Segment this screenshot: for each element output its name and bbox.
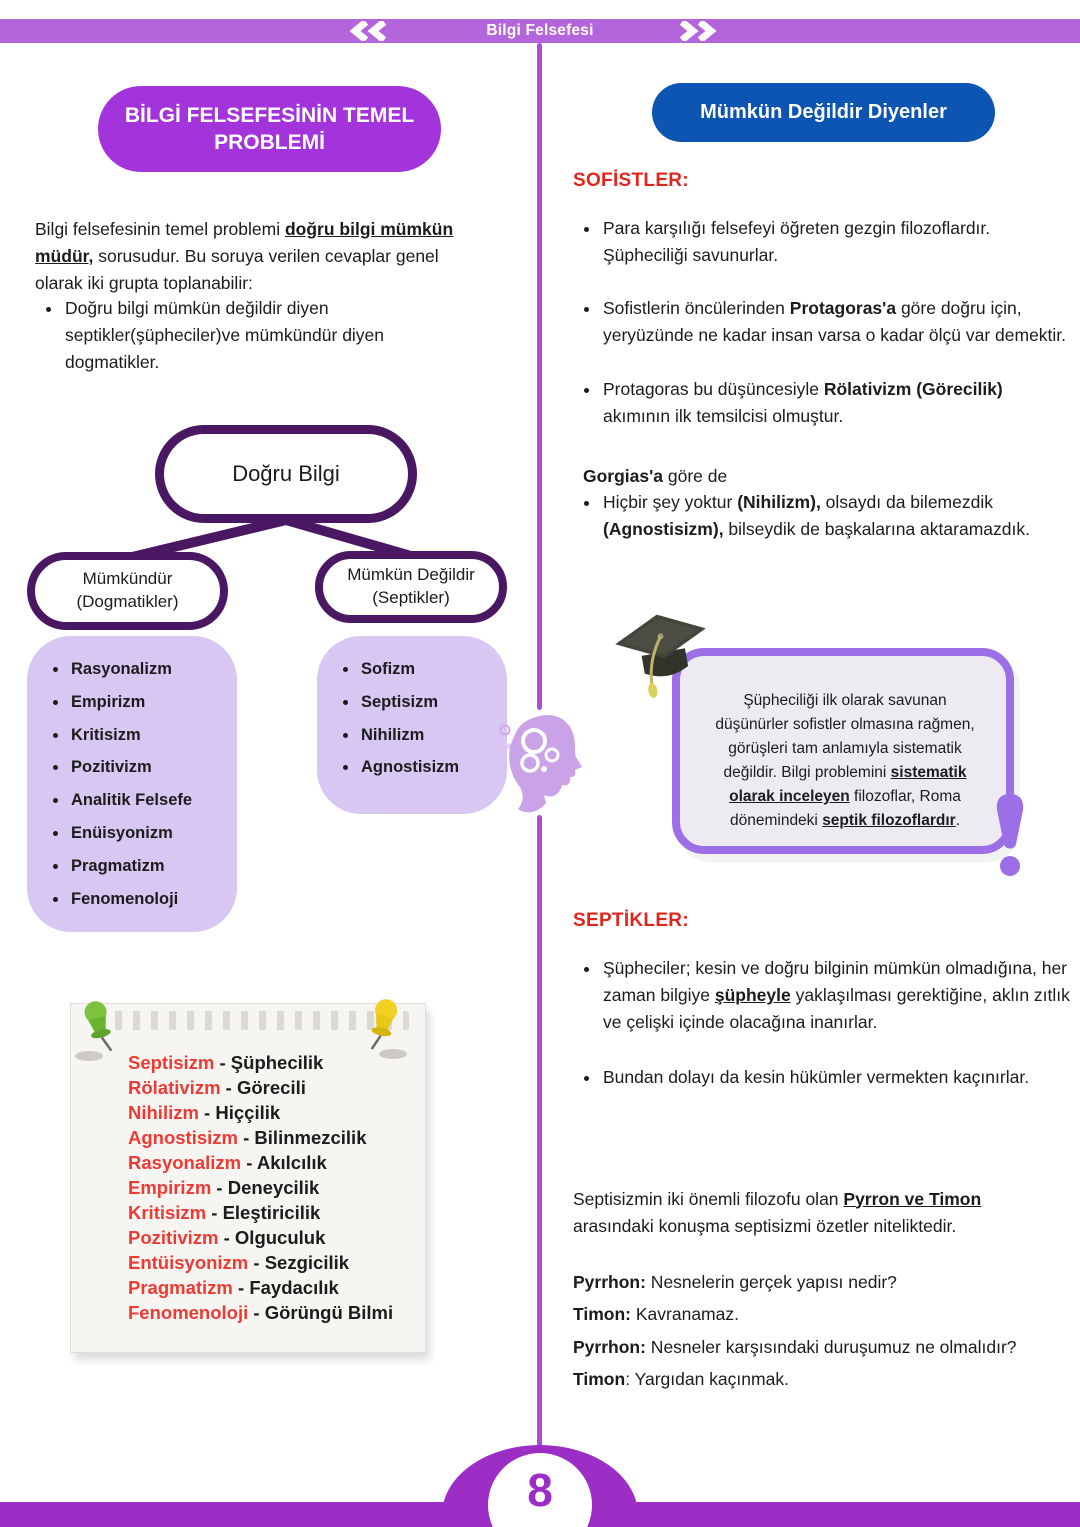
yellow-pushpin-icon (356, 994, 410, 1062)
node-subtitle: (Dogmatikler) (76, 592, 179, 611)
bullet-item: • Protagoras bu düşüncesiyle Rölativizm (Görecilik) akımının ilk temsilcisi olmuştur. (601, 376, 1073, 430)
dialogue-line: Timon: Yargıdan kaçınmak. (573, 1369, 789, 1390)
list-item: • Sofizm (359, 660, 497, 680)
info-callout-box (672, 648, 1014, 854)
list-item: • Nihilizm (359, 726, 497, 746)
chevrons-left-icon (346, 21, 402, 41)
vocab-line: Pragmatizm - Faydacılık (128, 1277, 339, 1298)
list-item: • Septisizm (359, 693, 497, 713)
vocab-line: Empirizm - Deneycilik (128, 1177, 320, 1198)
sofistler-bullet-list (573, 215, 1073, 456)
pyrron-timon-paragraph: Septisizmin iki önemli filozofu olan Pyrron ve Timon arasındaki konuşma septisizmi özetler niteliktedir. (573, 1188, 982, 1236)
vocab-line: Agnostisizm - Bilinmezcilik (128, 1127, 367, 1148)
diagram-root-node: Doğru Bilgi (155, 425, 417, 523)
intro-bullet-item: • Doğru bilgi mümkün değildir diyen septikler(şüpheciler)ve mümkündür diyen dogmatikler. (63, 295, 483, 376)
page-topic-title: Bilgi Felsefesi (486, 22, 594, 39)
vocab-line: Septisizm - Şüphecilik (128, 1052, 324, 1073)
vocab-line: Rölativizm - Görecili (128, 1077, 306, 1098)
node-title: Mümkün Değildir (347, 565, 475, 585)
callout-text: Şüpheciliği ilk olarak savunan düşünürler sofistler olmasına rağmen, görüşleri tam anlamıyla sistematik değildir. Bilgi problemini sistematik olarak inceleyen filozoflar, Roma dönemindeki septik filozoflardır. (715, 692, 975, 830)
list-item: • Rasyonalizm (69, 660, 227, 680)
bullet-item: • Şüpheciler; kesin ve doğru bilginin mümkün olmadığına, her zaman bilgiye şüpheyle yaklaşılması gerektiğine, aklın zıtlık ve çelişki içinde olacağına inanırlar. (601, 955, 1073, 1036)
page-footer (0, 1420, 1080, 1527)
node-title: Mümkündür (82, 569, 173, 589)
chevrons-right-icon (664, 21, 720, 41)
septikler-list (323, 660, 497, 778)
bullet-item: • Hiçbir şey yoktur (Nihilizm), olsaydı da bilemezdik (Agnostisizm), bilseydik de başkalarına aktaramazdık. (601, 489, 1073, 543)
dogmatikler-list-box (27, 636, 237, 932)
gorgias-intro-line: Gorgias'a göre de (583, 466, 728, 486)
vocab-line: Kritisizm - Eleştiricilik (128, 1202, 321, 1223)
vocab-line: Rasyonalizm - Akılcılık (128, 1152, 327, 1173)
dialogue-line: Pyrrhon: Nesneler karşısındaki duruşumuz ne olmalıdır? (573, 1336, 1017, 1357)
dialogue-line: Pyrrhon: Nesnelerin gerçek yapısı nedir? (573, 1272, 897, 1292)
vocabulary-list (128, 1050, 393, 1325)
diagram-node-septikler (315, 551, 507, 623)
septikler-bullet-list (573, 955, 1073, 1120)
septikler-heading: SEPTİKLER: (573, 910, 689, 931)
column-divider-bottom (537, 815, 542, 1447)
dogmatikler-list (33, 660, 227, 909)
diagram-node-dogmatikler (27, 552, 228, 630)
page-number: 8 (527, 1464, 553, 1516)
list-item: • Kritisizm (69, 726, 227, 746)
list-item: • Empirizm (69, 693, 227, 713)
dialogue-line: Timon: Kavranamaz. (573, 1304, 739, 1325)
exclamation-icon (990, 792, 1030, 878)
vocab-line: Nihilizm - Hiççilik (128, 1102, 281, 1123)
list-item: • Pragmatizm (69, 857, 227, 877)
top-banner (0, 19, 1080, 43)
list-item: • Enüisyonizm (69, 824, 227, 844)
vocab-line: Fenomenoloji - Görüngü Bilmi (128, 1302, 394, 1323)
list-item: • Pozitivizm (69, 758, 227, 778)
right-section-header: Mümkün Değildir Diyenler (652, 83, 995, 142)
intro-paragraph: Bilgi felsefesinin temel problemi doğru bilgi mümkün müdür, sorusudur. Bu soruya verilen cevaplar genel olarak iki grupta toplanabilir: (35, 218, 454, 293)
graduation-cap-icon (612, 606, 716, 706)
intro-bullet-list (35, 295, 483, 376)
bullet-item: • Sofistlerin öncülerinden Protagoras'a göre doğru için, yeryüzünde ne kadar insan varsa o kadar ölçü var demektir. (601, 295, 1073, 349)
bullet-item: • Para karşılığı felsefeyi öğreten gezgin filozoflardır. Şüpheciliği savunurlar. (601, 215, 1073, 269)
column-divider-top (537, 43, 542, 710)
vocab-line: Entüisyonizm - Sezgicilik (128, 1252, 350, 1273)
pyrrhon-timon-dialogue (573, 1270, 1035, 1400)
list-item: • Analitik Felsefe (69, 791, 227, 811)
septikler-list-box (317, 636, 507, 814)
green-pushpin-icon (72, 996, 126, 1064)
list-item: • Agnostisizm (359, 758, 497, 778)
gorgias-bullet-list (573, 489, 1073, 543)
list-item: • Fenomenoloji (69, 890, 227, 910)
sofistler-heading: SOFİSTLER: (573, 170, 689, 191)
head-silhouette-icon (498, 710, 586, 816)
left-section-header: BİLGİ FELSEFESİNİN TEMEL PROBLEMİ (98, 86, 441, 172)
node-subtitle: (Septikler) (372, 588, 450, 607)
bullet-item: • Bundan dolayı da kesin hükümler vermekten kaçınırlar. (601, 1064, 1073, 1091)
vocab-line: Pozitivizm - Olguculuk (128, 1227, 326, 1248)
